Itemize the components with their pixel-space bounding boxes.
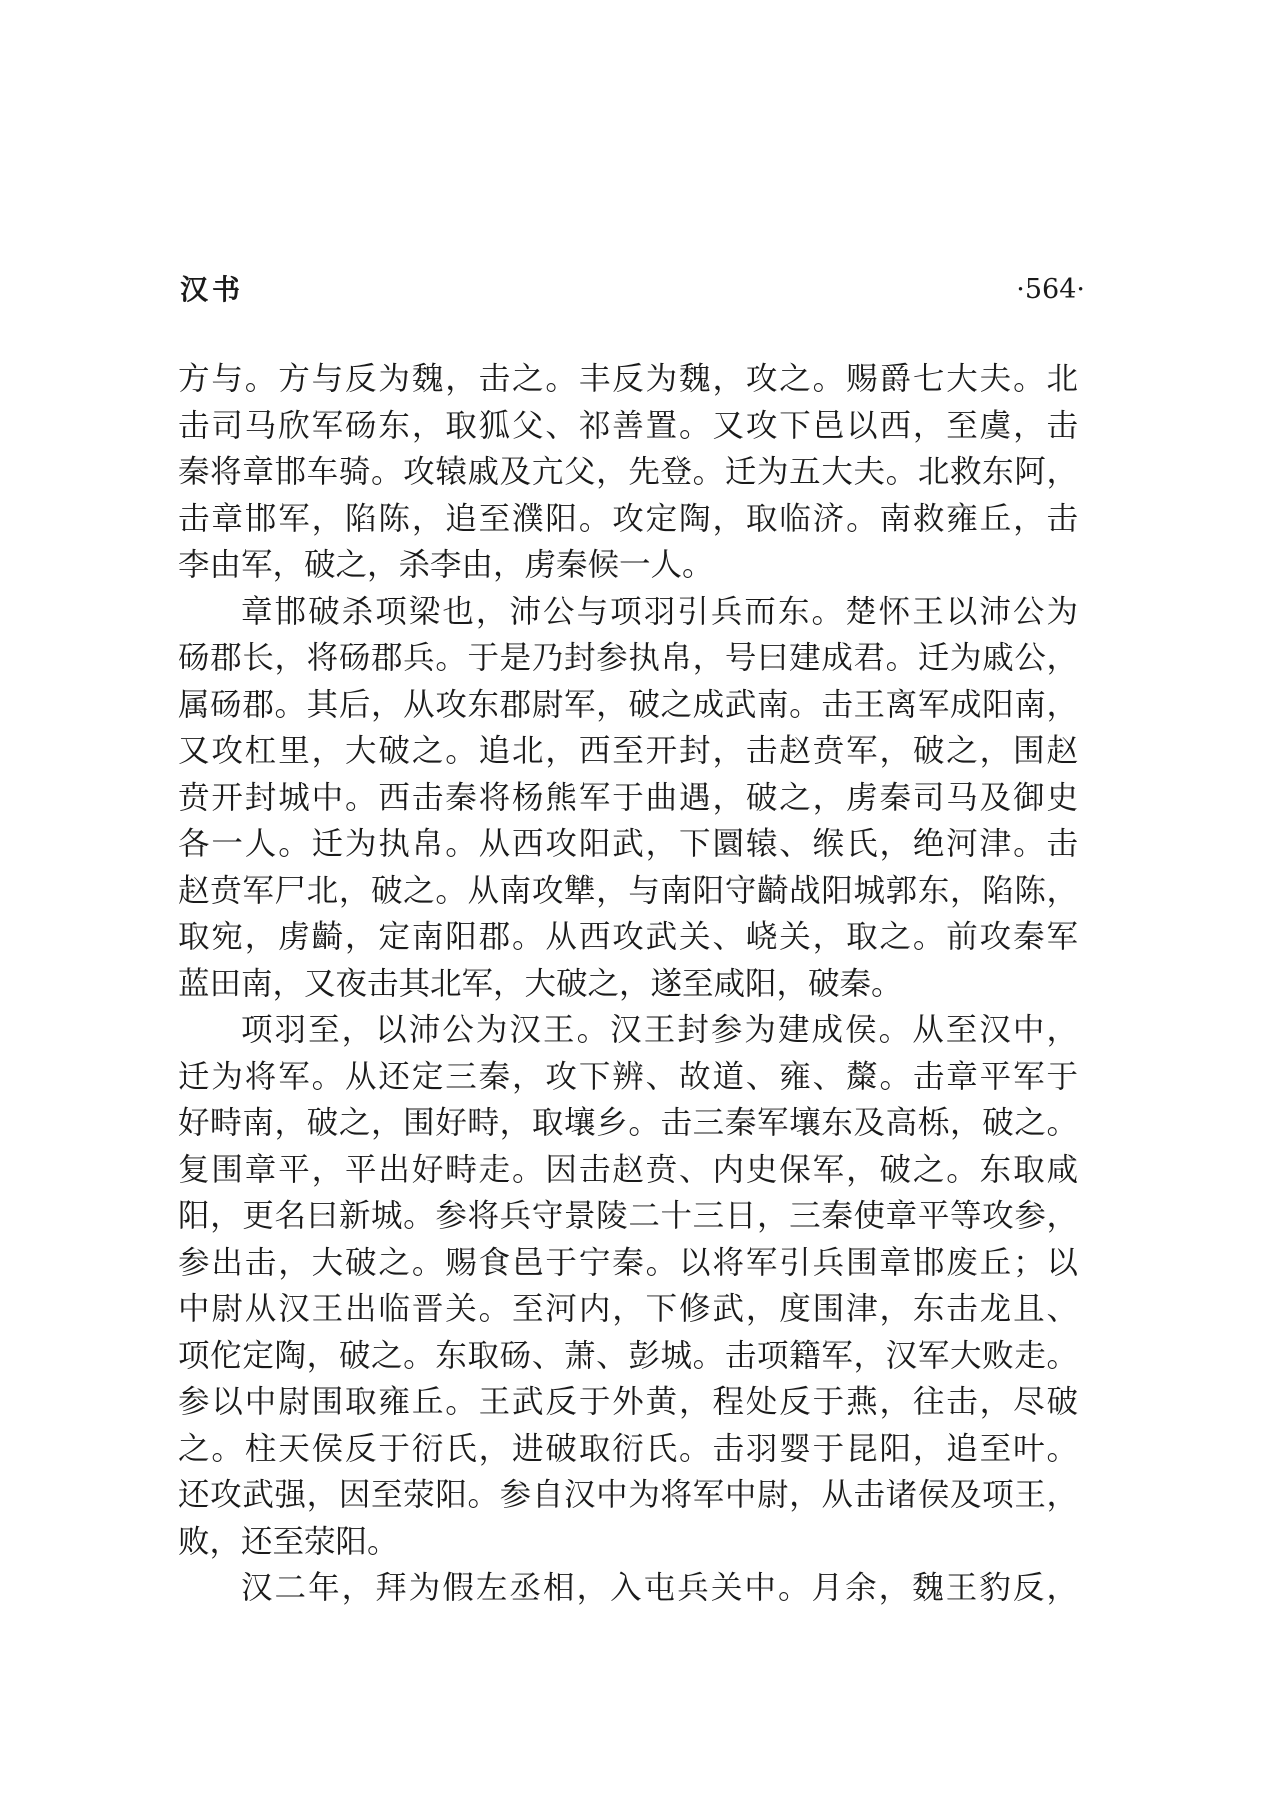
paragraph-first-line: 项羽至，以沛公为汉王。汉王封参为建成侯。从至汉中， [241,1012,1078,1048]
text-line: 李由军，破之，杀李由，虏秦候一人。 [178,547,714,583]
text-line: 迁为将军。从还定三秦，攻下辨、故道、雍、斄。击章平军于 [178,1058,1078,1095]
text-line: 参出击，大破之。赐食邑于宁秦。以将军引兵围章邯废丘；以 [178,1244,1078,1281]
text-line: 参以中尉围取雍丘。王武反于外黄，程处反于燕，往击，尽破 [178,1384,1078,1420]
text-line: 好畤南，破之，围好畤，取壤乡。击三秦军壤东及高栎，破之。 [178,1105,1078,1141]
text-line: 取宛，虏齮，定南阳郡。从西攻武关、峣关，取之。前攻秦军 [178,919,1078,955]
text-line: 赵贲军尸北，破之。从南攻犨，与南阳守齮战阳城郭东，陷陈， [178,872,1078,909]
text-line: 项佗定陶，破之。东取砀、萧、彭城。击项籍军，汉军大败走。 [178,1337,1078,1374]
text-line: 击章邯军，陷陈，追至濮阳。攻定陶，取临济。南救雍丘，击 [178,500,1078,537]
text-line: 蓝田南，又夜击其北军，大破之，遂至咸阳，破秦。 [178,965,903,1002]
text-line: 败，还至荥阳。 [178,1523,399,1560]
body-text [178,356,1078,1612]
paragraph-first-line: 章邯破杀项梁也，沛公与项羽引兵而东。楚怀王以沛公为 [241,593,1078,630]
running-header [180,268,1085,312]
text-line: 阳，更名曰新城。参将兵守景陵二十三日，三秦使章平等攻参， [178,1198,1078,1234]
page-number: ·564· [1016,274,1085,305]
text-line: 又攻杠里，大破之。追北，西至开封，击赵贲军，破之，围赵 [178,733,1078,769]
text-line: 秦将章邯车骑。攻辕戚及亢父，先登。迁为五大夫。北救东阿， [178,454,1078,490]
paragraph-first-line: 汉二年，拜为假左丞相，入屯兵关中。月余，魏王豹反， [241,1570,1078,1606]
text-line: 方与。方与反为魏，击之。丰反为魏，攻之。赐爵七大夫。北 [178,361,1078,397]
text-line: 击司马欣军砀东，取狐父、祁善置。又攻下邑以西，至虞，击 [178,407,1078,444]
text-line: 各一人。迁为执帛。从西攻阳武，下圜辕、缑氏，绝河津。击 [178,826,1078,862]
book-title: 汉书 [180,273,245,306]
text-line: 之。柱天侯反于衍氏，进破取衍氏。击羽婴于昆阳，追至叶。 [178,1430,1078,1467]
text-line: 还攻武强，因至荥阳。参自汉中为将军中尉，从击诸侯及项王， [178,1477,1078,1513]
text-line: 贲开封城中。西击秦将杨熊军于曲遇，破之，虏秦司马及御史 [178,779,1078,816]
text-line: 属砀郡。其后，从攻东郡尉军，破之成武南。击王离军成阳南， [178,686,1078,723]
text-line: 砀郡长，将砀郡兵。于是乃封参执帛，号曰建成君。迁为戚公， [178,640,1078,676]
text-line: 复围章平，平出好畤走。因击赵贲、内史保军，破之。东取咸 [178,1151,1078,1188]
text-line: 中尉从汉王出临晋关。至河内，下修武，度围津，东击龙且、 [178,1291,1078,1327]
